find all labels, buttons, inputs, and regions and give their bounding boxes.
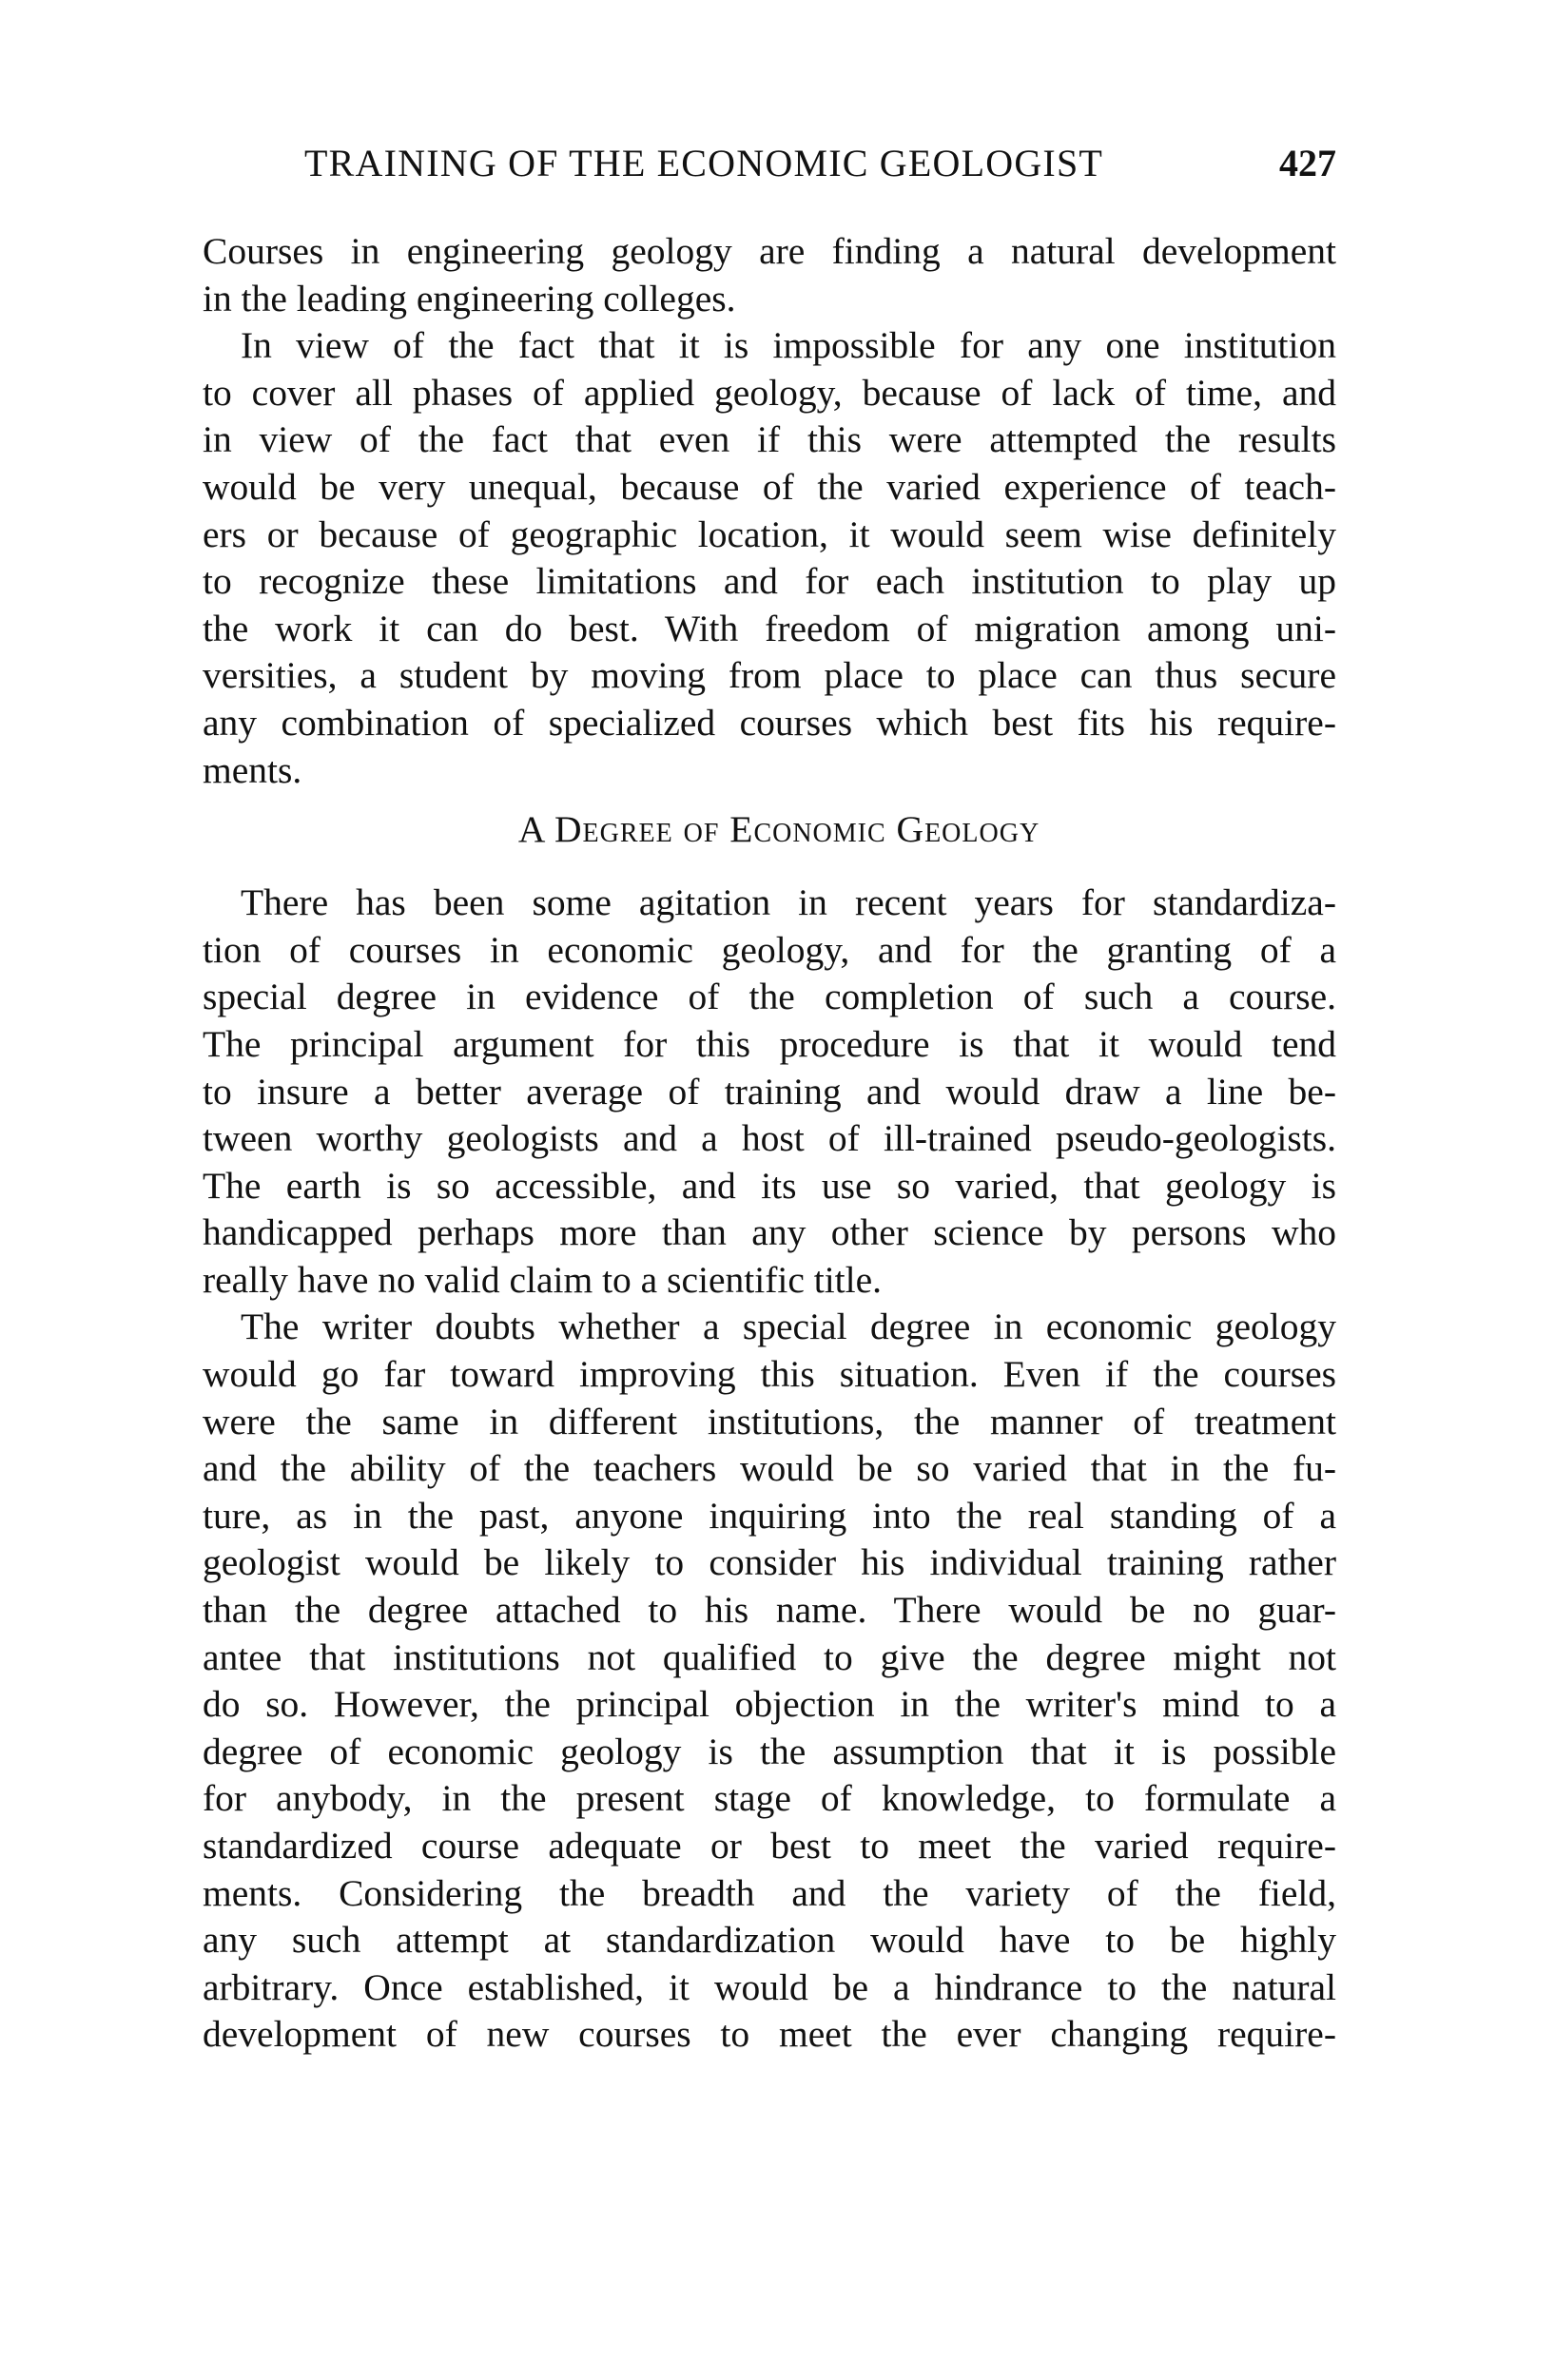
running-head [304, 141, 1336, 186]
text-line: handicapped perhaps more than any other science by persons who [203, 1211, 1336, 1254]
text-line: antee that institutions not qualified to give the degree might not [203, 1635, 1336, 1678]
text-line: In view of the fact that it is impossible for any one institution [241, 324, 1336, 367]
running-head-title: TRAINING OF THE ECONOMIC GEOLOGIST [304, 142, 1104, 184]
text-line: The principal argument for this procedure is that it would tend [203, 1022, 1336, 1065]
text-line: The earth is so accessible, and its use so varied, that geology is [203, 1164, 1336, 1207]
text-line: to recognize these limitations and for each institution to play up [203, 560, 1336, 603]
text-line: arbitrary. Once established, it would be a hindrance to the natural [203, 1965, 1336, 2008]
page-number: 427 [1279, 142, 1336, 184]
text-line: would be very unequal, because of the varied experience of teach- [203, 465, 1336, 508]
text-line: in the leading engineering colleges. [203, 277, 736, 319]
text-line: ers or because of geographic location, it would seem wise definitely [203, 513, 1336, 555]
text-line: any combination of specialized courses which best fits his require- [203, 701, 1336, 744]
paragraph [203, 228, 1336, 322]
text-line: Courses in engineering geology are finding a natural development [203, 230, 1336, 272]
text-line: ments. [203, 748, 302, 791]
text-line: were the same in different institutions, the manner of treatment [203, 1400, 1336, 1442]
paragraph [203, 880, 1336, 1304]
text-line: in view of the fact that even if this were attempted the results [203, 418, 1336, 461]
text-line: to cover all phases of applied geology, because of lack of time, and [203, 371, 1336, 414]
text-line: really have no valid claim to a scientific title. [203, 1258, 883, 1301]
text-line: special degree in evidence of the completion of such a course. [203, 976, 1336, 1018]
paragraph [203, 322, 1336, 794]
text-line: would go far toward improving this situation. Even if the courses [203, 1353, 1336, 1396]
text-line: tween worthy geologists and a host of ill-trained pseudo-geologists. [203, 1117, 1336, 1160]
paragraph [203, 1304, 1336, 2059]
text-line: The writer doubts whether a special degree in economic geology [241, 1306, 1336, 1348]
text-line: ments. Considering the breadth and the variety of the field, [203, 1871, 1336, 1914]
text-line: and the ability of the teachers would be so varied that in the fu- [203, 1447, 1336, 1490]
section-heading: A Degree of Economic Geology [517, 808, 1040, 851]
text-line: standardized course adequate or best to meet the varied require- [203, 1825, 1336, 1867]
body-text-column [203, 228, 1336, 2059]
text-line: for anybody, in the present stage of knowledge, to formulate a [203, 1777, 1336, 1820]
text-line: any such attempt at standardization would have to be highly [203, 1919, 1336, 1962]
text-line: geologist would be likely to consider his individual training rather [203, 1541, 1336, 1584]
text-line: versities, a student by moving from place to place can thus secure [203, 654, 1336, 697]
text-line: There has been some agitation in recent years for standardiza- [241, 881, 1336, 924]
text-line: to insure a better average of training and would draw a line be- [203, 1070, 1336, 1113]
text-line: than the degree attached to his name. There would be no guar- [203, 1589, 1336, 1632]
text-line: do so. However, the principal objection in the writer's mind to a [203, 1683, 1336, 1726]
text-line: ture, as in the past, anyone inquiring into the real standing of a [203, 1494, 1336, 1537]
text-line: development of new courses to meet the ever changing require- [203, 2013, 1336, 2056]
text-line: the work it can do best. With freedom of migration among uni- [203, 607, 1336, 649]
text-line: tion of courses in economic geology, and for the granting of a [203, 928, 1336, 971]
text-line: degree of economic geology is the assumption that it is possible [203, 1730, 1336, 1772]
